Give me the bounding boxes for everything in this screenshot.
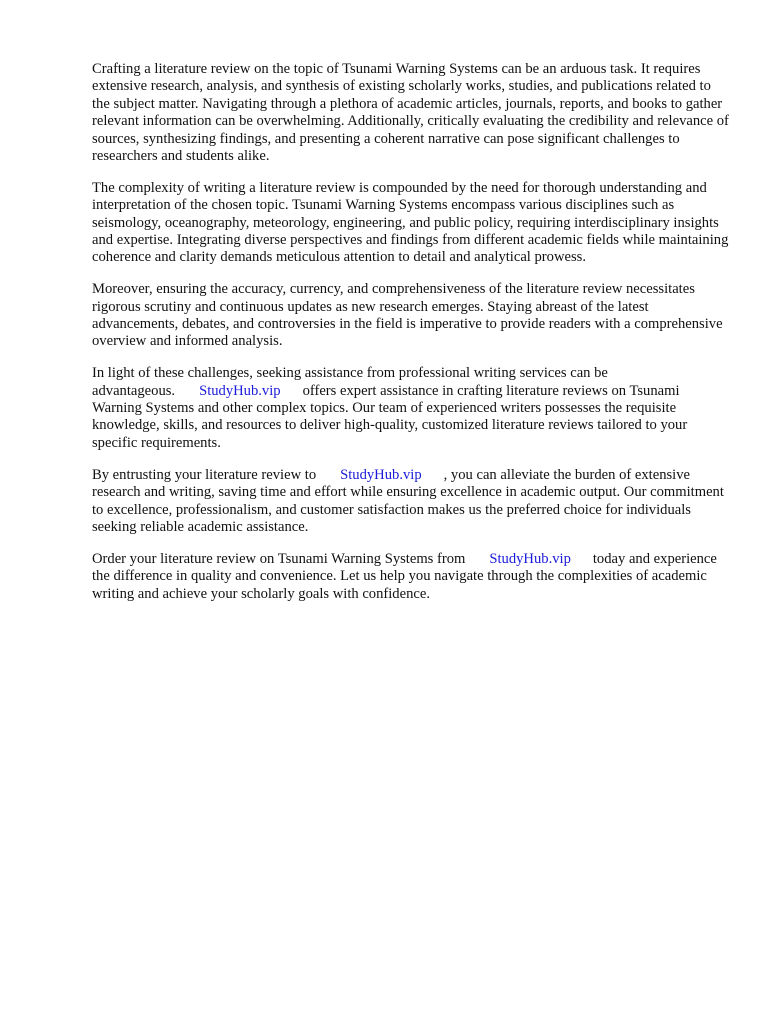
document-body [92,61,732,617]
paragraph-text: today and experience the difference in quality and convenience. Let us help you navigate through the complexities of academic writing and achieve your scholarly goals with confidence. [92,550,717,602]
paragraph-text: offers expert assistance in crafting literature reviews on Tsunami Warning Systems and other complex topics. Our team of experienced writers possesses the requisite knowledge, skills, and resources to deliver high-quality, customized literature reviews tailored to your specific requirements. [92,382,688,451]
studyhub-link[interactable]: StudyHub.vip [489,550,571,567]
paragraph-text: In light of these challenges, seeking assistance from professional writing services can be advantageous. [92,365,608,399]
paragraph-text: Order your literature review on Tsunami Warning Systems from [92,550,466,567]
paragraph-intro: Crafting a literature review on the topic of Tsunami Warning Systems can be an arduous task. It requires extensive research, analysis, and synthesis of existing scholarly works, studies, and publications related to the subject matter. Navigating through a plethora of academic articles, journals, reports, and books to gather relevant information can be overwhelming. Additionally, critically evaluating the credibility and relevance of sources, synthesizing findings, and presenting a coherent narrative can pose significant challenges to researchers and students alike. [92,61,729,165]
paragraph-accuracy: Moreover, ensuring the accuracy, currency, and comprehensiveness of the literature review necessitates rigorous scrutiny and continuous updates as new research emerges. Staying abreast of the latest advancements, debates, and controversies in the field is imperative to provide readers with a comprehensive overview and informed analysis. [92,281,723,350]
paragraph-text: By entrusting your literature review to [92,466,317,483]
paragraph-complexity: The complexity of writing a literature review is compounded by the need for thorough understanding and interpretation of the chosen topic. Tsunami Warning Systems encompass various disciplines such as seismology, oceanography, meteorology, engineering, and public policy, requiring interdisciplinary insights and expertise. Integrating diverse perspectives and findings from different academic fields while maintaining coherence and clarity demands meticulous attention to detail and analytical prowess. [92,179,729,266]
paragraph-entrusting [92,467,732,537]
paragraph-assistance [92,365,732,452]
studyhub-link[interactable]: StudyHub.vip [199,382,281,399]
studyhub-link[interactable]: StudyHub.vip [340,466,422,483]
paragraph-order [92,551,732,603]
paragraph-text: , you can alleviate the burden of extensive research and writing, saving time and effort while ensuring excellence in academic output. Our commitment to excellence, professionalism, and customer satisfaction makes us the preferred choice for individuals seeking reliable academic assistance. [92,466,724,535]
